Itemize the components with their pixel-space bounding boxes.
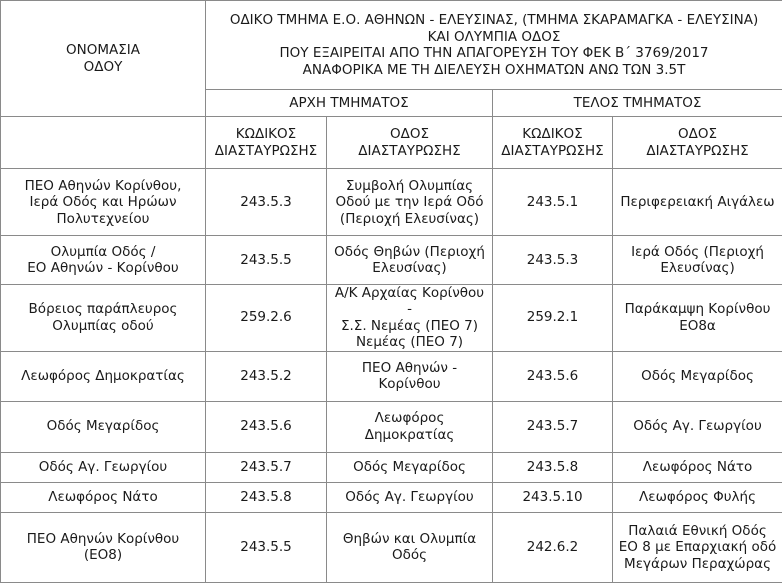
row-end-road: Περιφερειακή Αιγάλεω [613, 169, 782, 236]
header-start-code: ΚΩΔΙΚΟΣ ΔΙΑΣΤΑΥΡΩΣΗΣ [206, 117, 327, 169]
row-road-name: Ολυμπία Οδός / ΕΟ Αθηνών - Κορίνθου [1, 236, 206, 284]
row-start-road: Οδός Μεγαρίδος [327, 452, 493, 482]
row-start-road: ΠΕΟ Αθηνών - Κορίνθου [327, 351, 493, 401]
row-start-code: 243.5.2 [206, 351, 327, 401]
header-start-road: ΟΔΟΣ ΔΙΑΣΤΑΥΡΩΣΗΣ [327, 117, 493, 169]
table-row [1, 284, 782, 351]
row-end-code: 243.5.3 [493, 236, 613, 284]
table-row [1, 482, 782, 512]
row-start-road: Οδός Θηβών (Περιοχή Ελευσίνας) [327, 236, 493, 284]
row-end-road: Λεωφόρος Νάτο [613, 452, 782, 482]
row-start-code: 243.5.6 [206, 401, 327, 452]
row-end-road: Παλαιά Εθνική Οδός ΕΟ 8 με Επαρχιακή οδό Μεγάρων Περαχώρας [613, 512, 782, 582]
row-start-code: 243.5.7 [206, 452, 327, 482]
header-start-section: ΑΡΧΗ ΤΜΗΜΑΤΟΣ [206, 90, 493, 117]
header-end-code: ΚΩΔΙΚΟΣ ΔΙΑΣΤΑΥΡΩΣΗΣ [493, 117, 613, 169]
row-end-code: 243.5.10 [493, 482, 613, 512]
row-end-code: 242.6.2 [493, 512, 613, 582]
row-road-name: Οδός Αγ. Γεωργίου [1, 452, 206, 482]
row-end-road: Παράκαμψη Κορίνθου ΕΟ8α [613, 284, 782, 351]
row-road-name: Οδός Μεγαρίδος [1, 401, 206, 452]
table-row [1, 452, 782, 482]
row-start-code: 243.5.8 [206, 482, 327, 512]
header-end-road: ΟΔΟΣ ΔΙΑΣΤΑΥΡΩΣΗΣ [613, 117, 782, 169]
row-end-code: 243.5.1 [493, 169, 613, 236]
row-road-name: ΠΕΟ Αθηνών Κορίνθου, Ιερά Οδός και Ηρώων Πολυτεχνείου [1, 169, 206, 236]
row-start-code: 243.5.5 [206, 512, 327, 582]
row-end-road: Ιερά Οδός (Περιοχή Ελευσίνας) [613, 236, 782, 284]
table-row [1, 236, 782, 284]
row-start-road: Οδός Αγ. Γεωργίου [327, 482, 493, 512]
row-start-code: 243.5.3 [206, 169, 327, 236]
table-row [1, 351, 782, 401]
row-start-code: 243.5.5 [206, 236, 327, 284]
row-start-road: Συμβολή Ολυμπίας Οδού με την Ιερά Οδό (Περιοχή Ελευσίνας) [327, 169, 493, 236]
row-end-code: 243.5.6 [493, 351, 613, 401]
row-road-name: Λεωφόρος Δημοκρατίας [1, 351, 206, 401]
row-road-name: ΠΕΟ Αθηνών Κορίνθου (ΕΟ8) [1, 512, 206, 582]
row-start-road: Α/Κ Αρχαίας Κορίνθου - Σ.Σ. Νεμέας (ΠΕΟ 7) Νεμέας (ΠΕΟ 7) [327, 284, 493, 351]
table-row [1, 512, 782, 582]
row-end-code: 243.5.7 [493, 401, 613, 452]
table-row [1, 401, 782, 452]
row-start-road: Θηβών και Ολυμπία Οδός [327, 512, 493, 582]
header-end-section: ΤΕΛΟΣ ΤΜΗΜΑΤΟΣ [493, 90, 782, 117]
table-row [1, 169, 782, 236]
table-title: ΟΔΙΚΟ ΤΜΗΜΑ Ε.Ο. ΑΘΗΝΩΝ - ΕΛΕΥΣΙΝΑΣ, (ΤΜΗΜΑ ΣΚΑΡΑΜΑΓΚΑ - ΕΛΕΥΣΙΝΑ) ΚΑΙ ΟΛΥΜΠΙΑ ΟΔΟΣ ΠΟΥ ΕΞΑΙΡΕΙΤΑΙ ΑΠΟ ΤΗΝ ΑΠΑΓΟΡΕΥΣΗ ΤΟΥ ΦΕΚ Β΄ 3769/2017 ΑΝΑΦΟΡΙΚΑ ΜΕ ΤΗ ΔΙΕΛΕΥΣΗ ΟΧΗΜΑΤΩΝ ΑΝΩ ΤΩΝ 3.5Τ [206, 1, 782, 90]
header-road-name: ΟΝΟΜΑΣΙΑ ΟΔΟΥ [1, 1, 206, 117]
row-end-code: 243.5.8 [493, 452, 613, 482]
row-road-name: Βόρειος παράπλευρος Ολυμπίας οδού [1, 284, 206, 351]
row-start-road: Λεωφόρος Δημοκρατίας [327, 401, 493, 452]
row-start-code: 259.2.6 [206, 284, 327, 351]
row-road-name: Λεωφόρος Νάτο [1, 482, 206, 512]
header-spacer [1, 117, 206, 169]
row-end-road: Οδός Μεγαρίδος [613, 351, 782, 401]
row-end-road: Οδός Αγ. Γεωργίου [613, 401, 782, 452]
row-end-road: Λεωφόρος Φυλής [613, 482, 782, 512]
row-end-code: 259.2.1 [493, 284, 613, 351]
